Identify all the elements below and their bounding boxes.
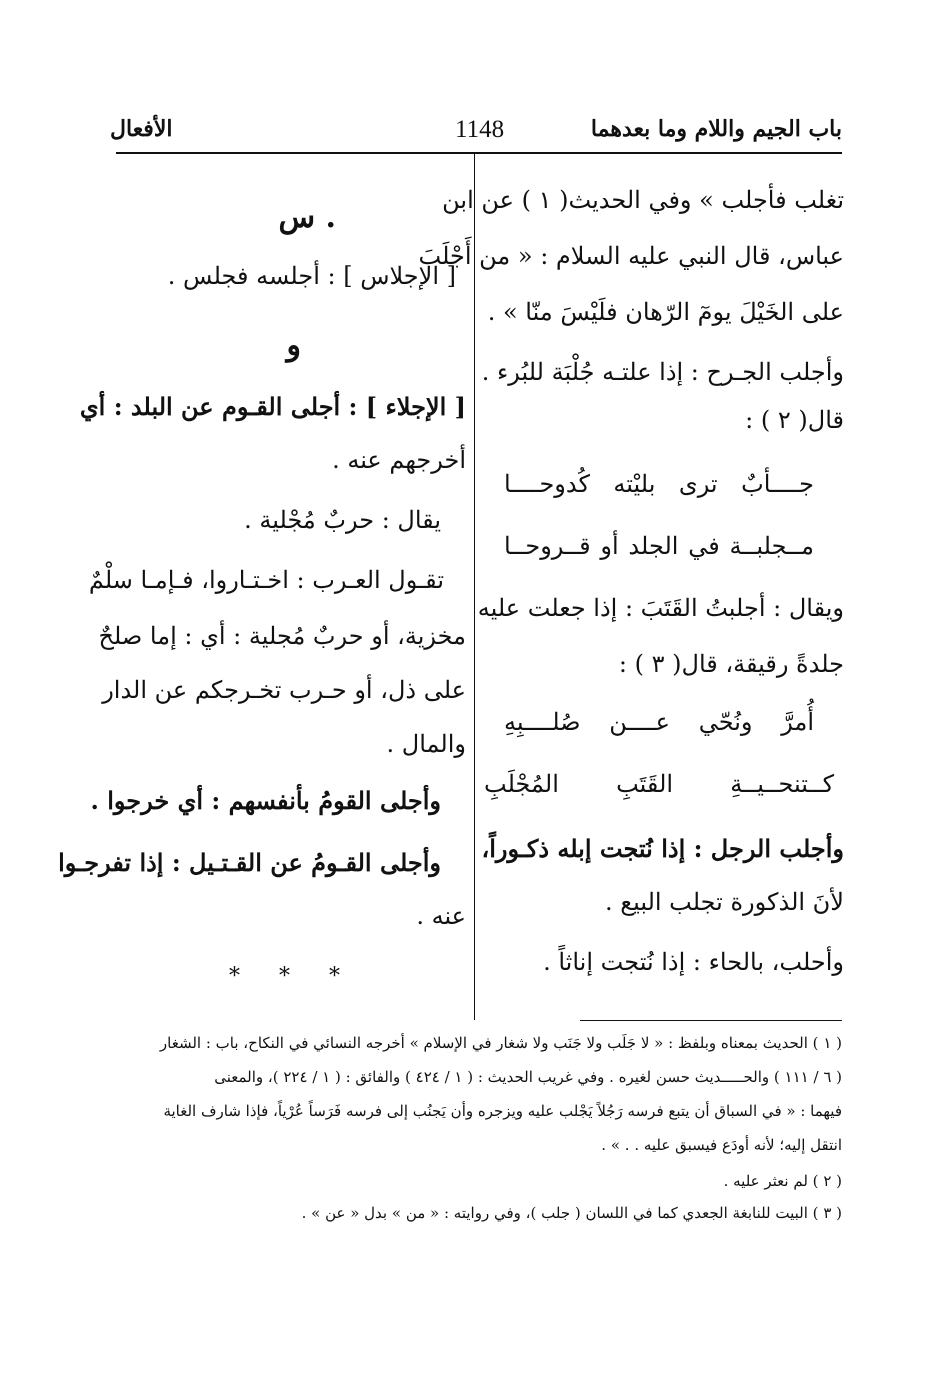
verse-line: جــــأبٌ ترى بليْته كُدوحــــا	[504, 470, 814, 498]
column-divider	[474, 153, 475, 1020]
text-line: عباس، قال النبي عليه السلام : « من أَجْلَبَ	[418, 242, 844, 270]
verse-line: كــتنحــيــةِ القَتَبِ المُجْلَبِ	[484, 770, 834, 798]
footnote-line: ( ٦ / ١١١ ) والحـــــديث حسن لغيره . وفي غريب الحديث : ( ١ / ٤٢٤ ) والفائق : ( ١ / ٢٢٤ )، والمعنى	[214, 1068, 842, 1086]
letter-heading: . س	[278, 200, 336, 235]
header-rule	[116, 152, 842, 154]
text-line: تغلب فأجلب » وفي الحديث( ١ ) عن ابن	[442, 186, 844, 214]
footnote-line: ( ٣ ) البيت للنابغة الجعدي كما في اللسان ( جلب )، وفي روايته : « من » بدل « عن » .	[301, 1204, 842, 1222]
text-line: وأجلى القومُ بأنفسهم : أي خرجوا .	[90, 786, 441, 815]
text-line: وأحلب، بالحاء : إذا نُتجت إناثاً .	[543, 948, 844, 976]
section-title: الأفعال	[110, 116, 173, 142]
text-line: وأجلب الجـرح : إذا علتـه جُلْبَة للبُرء .	[481, 358, 844, 386]
text-line: وأجلب الرجل : إذا نُتجت إبله ذكـوراً،	[481, 834, 844, 863]
text-line: والمال .	[386, 730, 466, 758]
footnote-line: فيهما : « في السباق أن يتبع فرسه رَجُلاً يَجْلب عليه ويزجره وأن يَجنُب إلى فرسه فَرَساً عُرْياً، فإذا شارف الغاية	[163, 1102, 842, 1120]
footnote-line: ( ١ ) الحديث بمعناه وبلفظ : « لا جَلَب ولا جَنَب ولا شغار في الإسلام » أخرجه النسائي في النكاح، باب : الشغار	[159, 1034, 842, 1052]
text-line: عنه .	[416, 902, 466, 930]
entry-ijla: [ الإجلاء ] : أجلى القـوم عن البلد : أي	[79, 392, 466, 421]
footnote-line: ( ٢ ) لم نعثر عليه .	[723, 1172, 842, 1190]
text-line: وأجلى القـومُ عن القـتـيل : إذا تفرجـوا	[58, 848, 441, 877]
text-line: مخزية، أو حربٌ مُجلية : أي : إما صلحٌ	[98, 622, 466, 650]
section-end-stars: * * *	[229, 964, 356, 989]
footnote-line: انتقل إليه؛ لأنه أودَع فيسبق عليه . . » .	[601, 1136, 842, 1154]
left-column	[58, 170, 466, 1010]
running-header	[110, 112, 842, 152]
text-line: يقال : حربٌ مُجْلية .	[244, 506, 441, 534]
page-number: 1148	[455, 116, 505, 143]
text-line: على ذل، أو حـرب تخـرجكم عن الدار	[102, 676, 466, 704]
entry-ijlas: [ الإجلاس ] : أجلسه فجلس .	[167, 262, 456, 290]
text-line: جلدةً رقيقة، قال( ٣ ) :	[618, 650, 844, 678]
footnote-rule	[580, 1020, 842, 1021]
chapter-title: باب الجيم واللام وما بعدهما	[590, 116, 842, 142]
verse-line: مــجلبــة في الجلد أو قــروحــا	[504, 532, 814, 560]
text-line: على الخَيْلَ يومٓ الرّهان فلَيْسَ منّا » .	[487, 298, 844, 326]
letter-heading: و	[286, 328, 301, 363]
text-line: ويقال : أجلبتُ القَتَبَ : إذا جعلت عليه	[477, 594, 844, 622]
text-line: قال( ٢ ) :	[745, 406, 844, 434]
verse-line: أُمرَّ ونُحّي عــــن صُلــــبِهِ	[504, 708, 814, 736]
text-line: لأنَ الذكورة تجلب البيع .	[605, 888, 844, 916]
text-line: تقـول العـرب : اخـتـاروا، فـإمـا سلْمٌ	[88, 566, 444, 594]
text-line: أخرجهم عنه .	[332, 446, 466, 474]
